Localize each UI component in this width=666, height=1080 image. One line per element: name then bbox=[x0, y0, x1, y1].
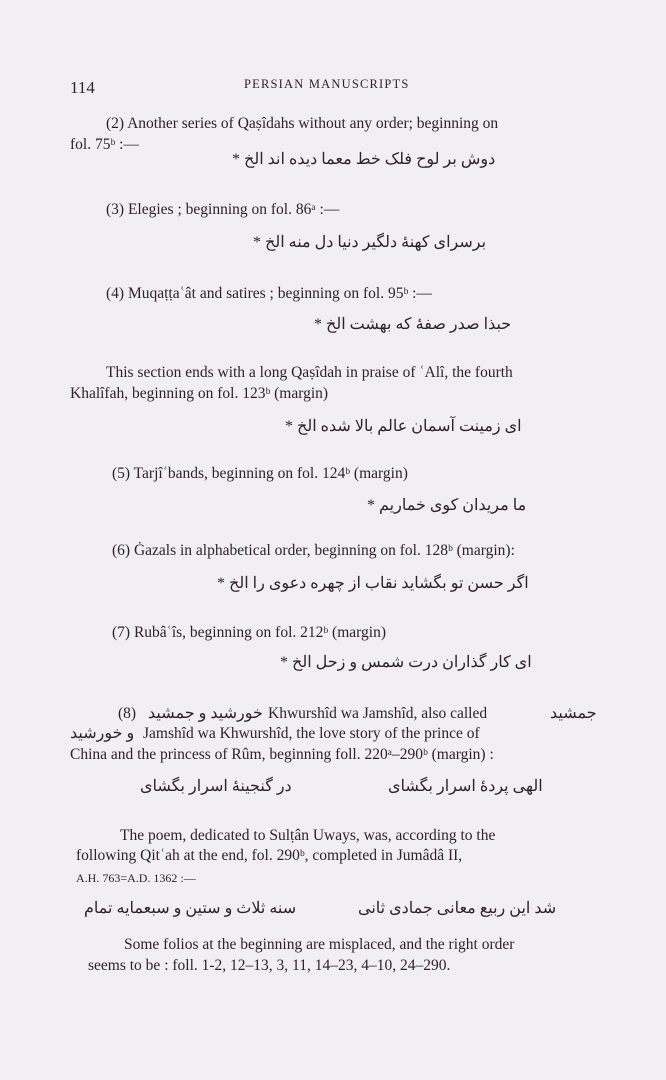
item-8-verse-first-hemistich: الهی پردهٔ اسرار بگشای bbox=[388, 778, 543, 795]
section-line-1: This section ends with a long Qaṣîdah in praise of ʿAlî, the fourth bbox=[106, 364, 513, 381]
item-8-number: (8) bbox=[118, 705, 137, 722]
item-8-line-2: Jamshîd wa Khwurshîd, the love story of the prince of bbox=[143, 725, 480, 742]
item-4-line: (4) Muqaṭṭaʿât and satires ; beginning on fol. 95ᵇ :— bbox=[106, 285, 432, 302]
item-4-persian-verse: حبذا صدر صفهٔ که بهشت الخ * bbox=[314, 316, 512, 333]
item-2-line-2: fol. 75ᵇ :— bbox=[70, 136, 139, 153]
poem-line-1: The poem, dedicated to Sulṭân Uways, was, according to the bbox=[120, 827, 496, 844]
item-2-persian-verse: دوش بر لوح فلک خط معما دیده اند الخ * bbox=[232, 151, 496, 168]
page-number: 114 bbox=[70, 78, 95, 97]
item-8-persian-alt-title: جمشید bbox=[550, 705, 597, 722]
section-persian-verse: ای زمینت آسمان عالم بالا شده الخ * bbox=[285, 418, 522, 435]
poem-line-3: A.H. 763=A.D. 1362 :— bbox=[76, 871, 196, 885]
item-5-persian-verse: ما مریدان کوی خماریم * bbox=[367, 497, 527, 514]
item-7-persian-verse: ای کار گذاران درت شمس و زحل الخ * bbox=[280, 654, 532, 671]
section-line-2: Khalîfah, beginning on fol. 123ᵇ (margin) bbox=[70, 385, 329, 402]
poem-verse-second-hemistich: سنه ثلاث و ستین و سبعمایه تمام bbox=[84, 900, 297, 917]
item-6-line: (6) Ġazals in alphabetical order, beginning on fol. 128ᵇ (margin): bbox=[112, 542, 515, 559]
item-2-line-1: (2) Another series of Qaṣîdahs without any order; beginning on bbox=[106, 115, 499, 132]
running-title: PERSIAN MANUSCRIPTS bbox=[244, 77, 410, 91]
item-8-verse-second-hemistich: در گنجینهٔ اسرار بگشای bbox=[140, 778, 292, 795]
final-line-1: Some folios at the beginning are misplaced, and the right order bbox=[124, 936, 515, 953]
item-8-persian-alt-title-2: و خورشید bbox=[70, 725, 135, 742]
item-5-line: (5) Tarjîʿbands, beginning on fol. 124ᵇ (margin) bbox=[112, 465, 408, 482]
item-8-line-3: China and the princess of Rûm, beginning foll. 220ᵃ–290ᵇ (margin) : bbox=[70, 746, 494, 763]
item-8-line-1: Khwurshîd wa Jamshîd, also called bbox=[268, 705, 488, 722]
poem-line-2: following Qitʿah at the end, fol. 290ᵇ, completed in Jumâdâ II, bbox=[76, 847, 463, 864]
item-7-line: (7) Rubâʿîs, beginning on fol. 212ᵇ (margin) bbox=[112, 624, 386, 641]
poem-verse-first-hemistich: شد این ربیع معانی جمادی ثانی bbox=[358, 900, 557, 917]
final-line-2: seems to be : foll. 1-2, 12–13, 3, 11, 14–23, 4–10, 24–290. bbox=[88, 957, 451, 974]
item-8-persian-title: خورشید و جمشید bbox=[148, 705, 263, 722]
item-3-line: (3) Elegies ; beginning on fol. 86ᵃ :— bbox=[106, 201, 340, 218]
item-3-persian-verse: برسرای کهنهٔ دلگیر دنیا دل منه الخ * bbox=[253, 234, 487, 251]
item-6-persian-verse: اگر حسن تو بگشاید نقاب از چهره دعوی را الخ * bbox=[217, 575, 529, 592]
